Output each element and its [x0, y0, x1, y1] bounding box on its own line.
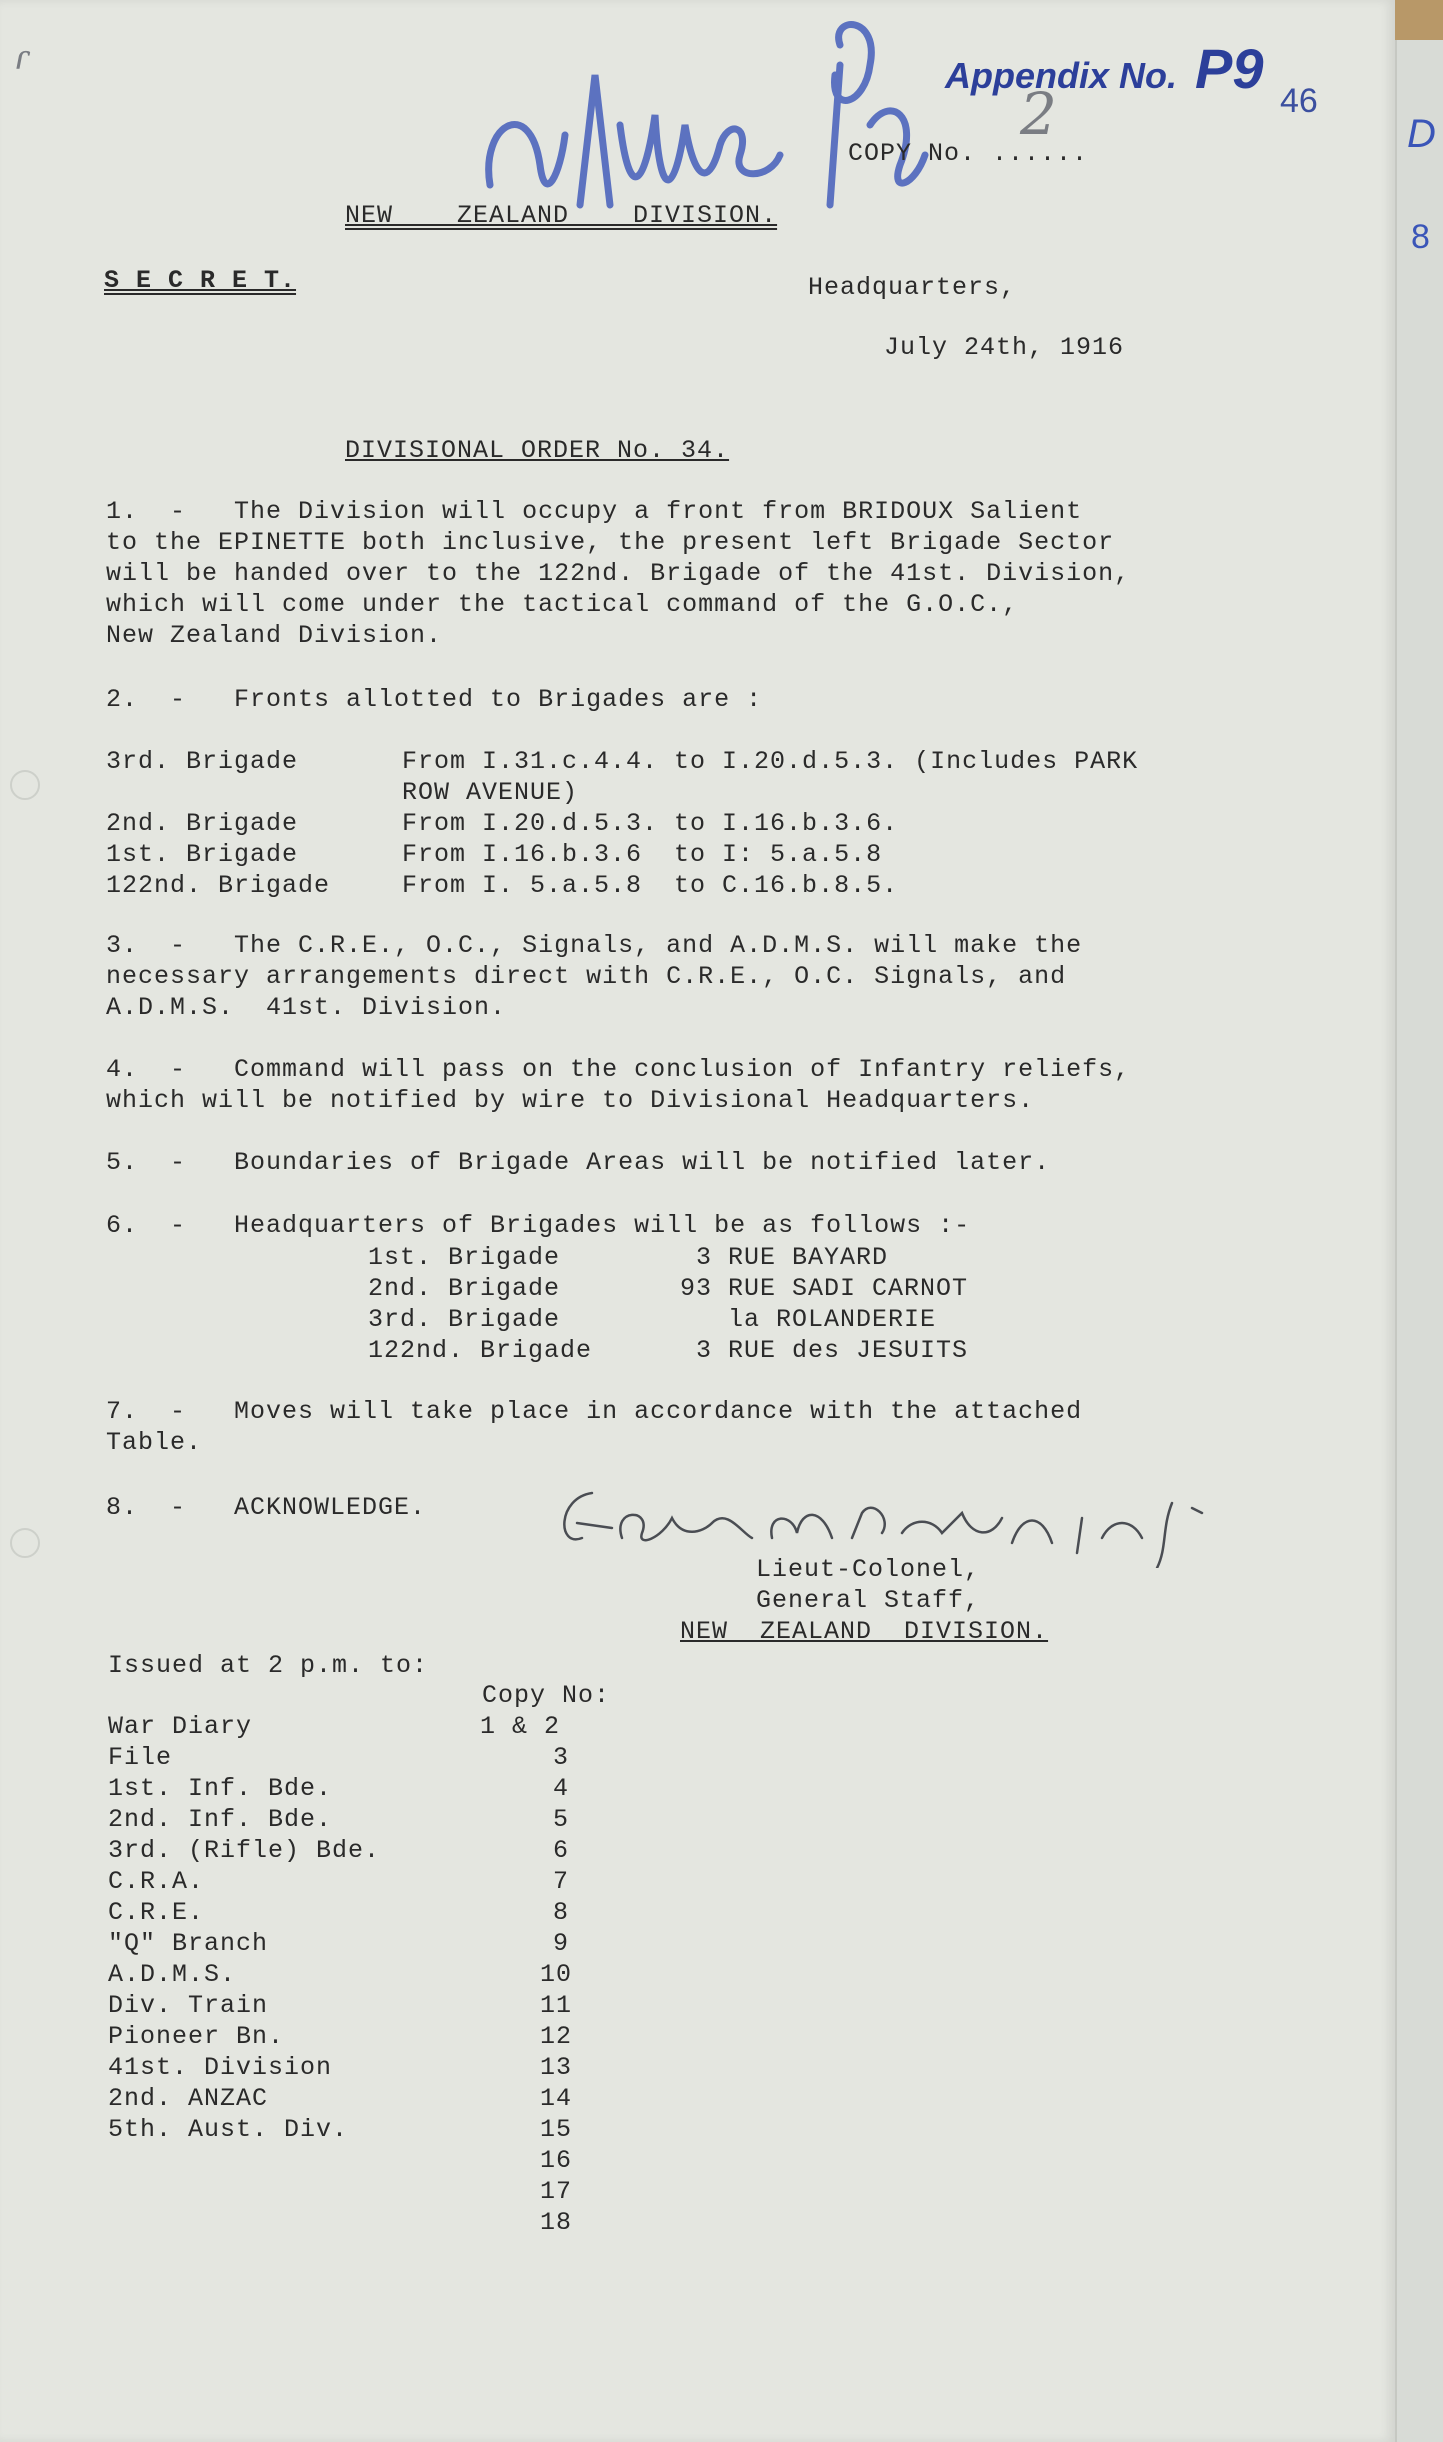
recipient-copy-number: 3 [553, 1743, 570, 1772]
front-brigade: 3rd. Brigade [106, 747, 299, 776]
paragraph-line: which will be notified by wire to Divisional Headquarters. [106, 1086, 1035, 1115]
front-brigade: 1st. Brigade [106, 840, 299, 869]
hq-location: la ROLANDERIE [680, 1305, 937, 1334]
corner-mark: ɾ [14, 38, 30, 78]
recipient-name: Pioneer Bn. [108, 2022, 285, 2051]
recipient-copy-number: 8 [553, 1898, 570, 1927]
recipient-copy-number: 5 [553, 1805, 570, 1834]
recipient-copy-number: 6 [553, 1836, 570, 1865]
paragraph-line: A.D.M.S. 41st. Division. [106, 993, 507, 1022]
recipient-name: 2nd. ANZAC [108, 2084, 269, 2113]
punch-hole [10, 1528, 40, 1558]
hq-location: 93 RUE SADI CARNOT [680, 1274, 969, 1303]
recipient-copy-number: 15 [540, 2115, 573, 2144]
paragraph-line: which will come under the tactical command of the G.O.C., [106, 590, 1019, 619]
recipient-name: 3rd. (Rifle) Bde. [108, 1836, 381, 1865]
order-title: DIVISIONAL ORDER No. 34. [345, 436, 730, 465]
page-number: 46 [1280, 82, 1318, 120]
paragraph-line: 7. - Moves will take place in accordance with the attached [106, 1397, 1083, 1426]
recipient-name: C.R.A. [108, 1867, 205, 1896]
recipient-copy-number: 4 [553, 1774, 570, 1803]
hq-location: 3 RUE des JESUITS [680, 1336, 969, 1365]
recipient-name: 41st. Division [108, 2053, 333, 2082]
recipient-copy-number: 1 & 2 [480, 1712, 561, 1741]
copy-no: COPY No. ...... [848, 139, 1089, 168]
front-range: From I.16.b.3.6 to I: 5.a.5.8 [402, 840, 883, 869]
recipient-name: 1st. Inf. Bde. [108, 1774, 333, 1803]
recipient-name: 2nd. Inf. Bde. [108, 1805, 333, 1834]
paragraph-line: Table. [106, 1428, 203, 1457]
front-range-cont: ROW AVENUE) [402, 778, 579, 807]
recipient-copy-number: 9 [553, 1929, 570, 1958]
hq-location: 3 RUE BAYARD [680, 1243, 889, 1272]
appendix-number: P9 [1195, 37, 1264, 100]
recipient-name: Div. Train [108, 1991, 269, 2020]
underlying-page-edge [1395, 40, 1443, 2442]
paragraph-line: necessary arrangements direct with C.R.E., O.C. Signals, and [106, 962, 1067, 991]
hq-brigade: 2nd. Brigade [368, 1274, 561, 1303]
punch-hole [10, 770, 40, 800]
headquarters-label: Headquarters, [808, 273, 1017, 302]
recipient-name: 5th. Aust. Div. [108, 2115, 349, 2144]
recipient-copy-number: 7 [553, 1867, 570, 1896]
signatory-unit: NEW ZEALAND DIVISION. [680, 1617, 1049, 1646]
recipient-copy-number: 12 [540, 2022, 573, 2051]
appendix-label: Appendix No. [945, 55, 1177, 96]
recipient-copy-number: 10 [540, 1960, 573, 1989]
order-date: July 24th, 1916 [884, 333, 1125, 362]
recipient-name: File [108, 1743, 173, 1772]
paragraph-line: will be handed over to the 122nd. Brigade of the 41st. Division, [106, 559, 1131, 588]
front-brigade: 2nd. Brigade [106, 809, 299, 838]
secret-marking: S E C R E T. [104, 266, 297, 295]
paragraph-line: 1. - The Division will occupy a front from BRIDOUX Salient [106, 497, 1083, 526]
copy-number-pencil: 2 [1020, 80, 1057, 148]
ink-scrawl [470, 5, 930, 225]
issued-line: Issued at 2 p.m. to: [108, 1651, 429, 1680]
paragraph-6: 6. - Headquarters of Brigades will be as follows :- [106, 1211, 971, 1240]
recipient-copy-number: 17 [540, 2177, 573, 2206]
paragraph-line: 4. - Command will pass on the conclusion of Infantry reliefs, [106, 1055, 1131, 1084]
recipient-copy-number: 16 [540, 2146, 573, 2175]
hq-brigade: 122nd. Brigade [368, 1336, 593, 1365]
recipient-name: "Q" Branch [108, 1929, 269, 1958]
hq-brigade: 3rd. Brigade [368, 1305, 561, 1334]
under-sheet-number: 8 [1411, 218, 1430, 256]
division-heading: NEW ZEALAND DIVISION. [345, 201, 778, 230]
under-sheet-letter: D [1407, 112, 1436, 156]
paragraph-2: 2. - Fronts allotted to Brigades are : [106, 685, 763, 714]
paragraph-line: New Zealand Division. [106, 621, 443, 650]
recipient-copy-number: 13 [540, 2053, 573, 2082]
signatory-staff: General Staff, [756, 1586, 981, 1615]
recipient-name: A.D.M.S. [108, 1960, 237, 1989]
recipient-name: War Diary [108, 1712, 253, 1741]
recipient-name: C.R.E. [108, 1898, 205, 1927]
paragraph-line: to the EPINETTE both inclusive, the present left Brigade Sector [106, 528, 1115, 557]
paragraph-8: 8. - ACKNOWLEDGE. [106, 1493, 427, 1522]
paragraph-5: 5. - Boundaries of Brigade Areas will be notified later. [106, 1148, 1051, 1177]
recipient-copy-number: 14 [540, 2084, 573, 2113]
copy-no-header: Copy No: [482, 1681, 611, 1710]
recipient-copy-number: 18 [540, 2208, 573, 2237]
signatory-rank: Lieut-Colonel, [756, 1555, 981, 1584]
appendix-stamp [945, 36, 1264, 101]
front-brigade: 122nd. Brigade [106, 871, 331, 900]
front-range: From I.20.d.5.3. to I.16.b.3.6. [402, 809, 899, 838]
paragraph-line: 3. - The C.R.E., O.C., Signals, and A.D.M.S. will make the [106, 931, 1083, 960]
recipient-copy-number: 11 [540, 1991, 573, 2020]
front-range: From I. 5.a.5.8 to C.16.b.8.5. [402, 871, 899, 900]
hq-brigade: 1st. Brigade [368, 1243, 561, 1272]
front-range: From I.31.c.4.4. to I.20.d.5.3. (Includes PARK [402, 747, 1139, 776]
